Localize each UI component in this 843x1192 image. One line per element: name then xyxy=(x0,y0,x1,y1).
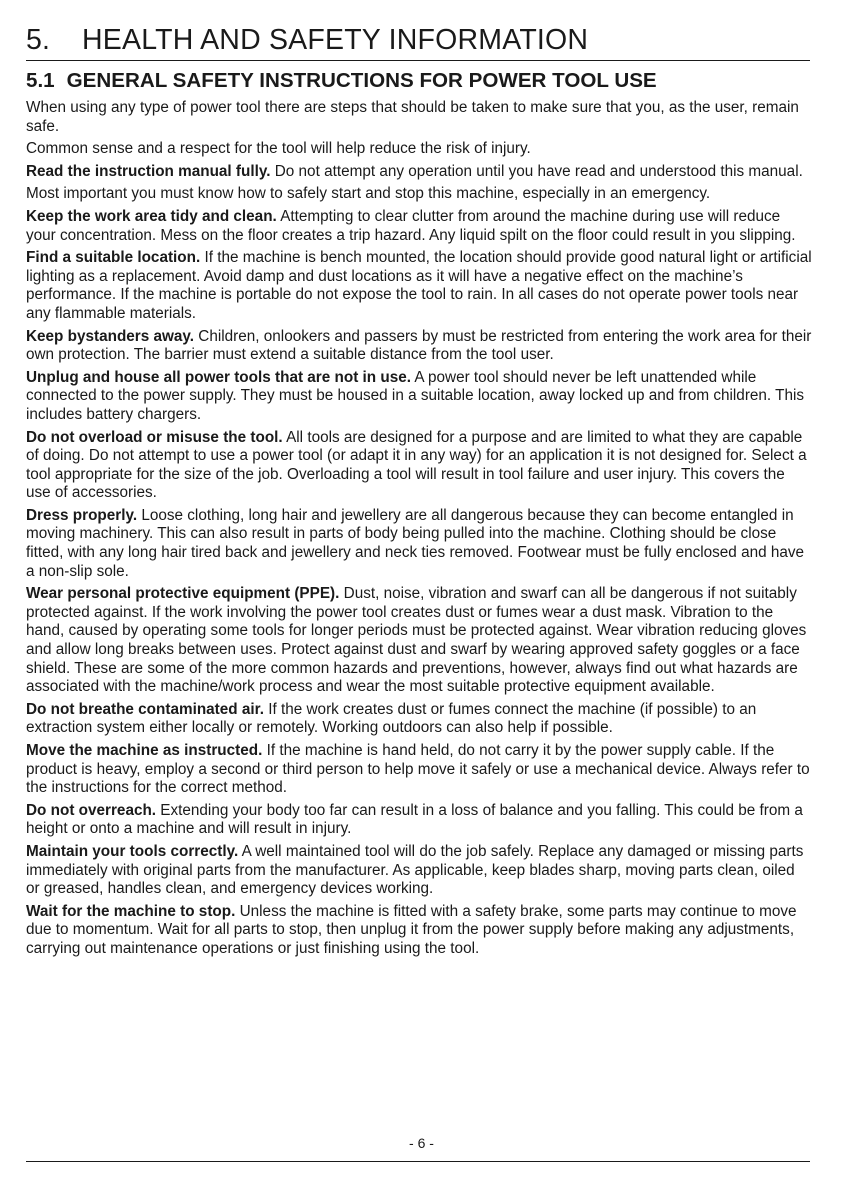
paragraph-dress xyxy=(26,507,812,581)
paragraph-text: Do not attempt any operation until you have read and understood this manual. xyxy=(270,162,803,180)
section-title: GENERAL SAFETY INSTRUCTIONS FOR POWER TOOL USE xyxy=(66,69,657,92)
paragraph-work-area xyxy=(26,208,812,245)
paragraph-overreach xyxy=(26,802,812,839)
chapter-heading xyxy=(26,0,812,58)
paragraph-bystanders xyxy=(26,328,812,365)
page-number: - 6 - xyxy=(409,1135,434,1151)
heading-divider xyxy=(26,60,810,61)
paragraph-text: Loose clothing, long hair and jewellery are all dangerous because they can become entangled in moving machinery. This can also result in parts of body being pulled into the machine. Clothing should be close fitted, with any long hair tired back and jewellery and neck ties removed. Footwear must be fully enclosed and have a non-slip sole. xyxy=(26,506,805,580)
safety-instructions-body xyxy=(26,99,812,959)
paragraph-lead: Wait for the machine to stop. xyxy=(26,902,236,920)
paragraph-air xyxy=(26,701,812,738)
paragraph-lead: Do not breathe contaminated air. xyxy=(26,700,264,718)
paragraph-move xyxy=(26,742,812,798)
paragraph-text: If the work creates dust or fumes connect the machine (if possible) to an extraction system either locally or remotely. Working outdoors can also help if possible. xyxy=(26,700,757,737)
paragraph-text: Attempting to clear clutter from around the machine during use will reduce your concentration. Mess on the floor creates a trip hazard. Any liquid spilt on the floor could result in you slipping. xyxy=(26,207,796,244)
paragraph-lead: Read the instruction manual fully. xyxy=(26,162,271,180)
paragraph-text: A power tool should never be left unattended while connected to the power supply. They must be housed in a suitable location, away locked up and from children. This includes battery chargers. xyxy=(26,368,805,423)
paragraph-lead: Keep the work area tidy and clean. xyxy=(26,207,277,225)
chapter-number: 5. xyxy=(26,24,51,56)
paragraph-unplug xyxy=(26,369,812,425)
paragraph-intro xyxy=(26,99,812,136)
paragraph-lead: Move the machine as instructed. xyxy=(26,742,263,759)
section-heading xyxy=(26,67,812,94)
paragraph-text: A well maintained tool will do the job safely. Replace any damaged or missing parts immediately with original parts from the manufacturer. As applicable, keep blades sharp, moving parts clean, oiled or greased, handles clean, and emergency devices working. xyxy=(26,842,804,898)
paragraph-start-stop xyxy=(26,185,812,204)
section-number: 5.1 xyxy=(26,69,55,92)
paragraph-wait xyxy=(26,903,812,959)
paragraph-lead: Do not overload or misuse the tool. xyxy=(26,428,283,446)
paragraph-lead: Unplug and house all power tools that are not in use. xyxy=(26,368,411,386)
document-page xyxy=(26,0,812,963)
paragraph-text: Children, onlookers and passers by must be restricted from entering the work area for their own protection. The barrier must extend a suitable distance from the tool user. xyxy=(26,327,812,364)
paragraph-overload xyxy=(26,429,812,503)
paragraph-ppe xyxy=(26,585,812,697)
paragraph-location xyxy=(26,249,812,323)
paragraph-lead: Find a suitable location. xyxy=(26,249,201,267)
paragraph-text: Unless the machine is fitted with a safety brake, some parts may continue to move due to momentum. Wait for all parts to stop, then unplug it from the power supply before making any adjustments, carrying out maintenance operations or just finishing using the tool. xyxy=(26,902,797,957)
paragraph-common-sense xyxy=(26,140,812,159)
paragraph-text: Dust, noise, vibration and swarf can all be dangerous if not suitably protected against. If the work involving the power tool creates dust or fumes wear a dust mask. Vibration to the hand, caused by operating some tools for longer periods must be protected against. Wear vibration reducing gloves and allow long breaks between uses. Protect against dust and swarf by wearing approved safety goggles or a face shield. These are some of the more common hazards and preventions, however, always find out what hazards are associated with the machine/work process and wear the most suitable protective equipment available. xyxy=(26,585,807,696)
paragraph-text: Most important you must know how to safely start and stop this machine, especially in an emergency. xyxy=(26,185,711,203)
paragraph-lead: Dress properly. xyxy=(26,506,138,524)
paragraph-text: Common sense and a respect for the tool will help reduce the risk of injury. xyxy=(26,140,531,158)
paragraph-text: When using any type of power tool there are steps that should be taken to make sure that you, as the user, remain safe. xyxy=(26,99,799,135)
paragraph-text: If the machine is hand held, do not carry it by the power supply cable. If the product is heavy, employ a second or third person to help move it safely or use a mechanical device. Always refer to the instructions for the correct method. xyxy=(26,742,810,797)
paragraph-text: If the machine is bench mounted, the location should provide good natural light or artificial lighting as a replacement. Avoid damp and dust locations as it will have a negative effect on the machine’s performance. If the machine is portable do not expose the tool to rain. In all cases do not operate power tools near any flammable materials. xyxy=(26,249,812,322)
paragraph-lead: Keep bystanders away. xyxy=(26,327,195,345)
paragraph-text: All tools are designed for a purpose and are limited to what they are capable of doing. Do not attempt to use a power tool (or adapt it in any way) for an application it is not designed for. Select a tool appropriate for the size of the job. Overloading a tool will result in tool failure and user injury. This covers the use of accessories. xyxy=(26,428,807,502)
paragraph-lead: Do not overreach. xyxy=(26,801,157,819)
paragraph-lead: Wear personal protective equipment (PPE). xyxy=(26,585,340,603)
footer-divider xyxy=(26,1161,810,1162)
paragraph-read-manual xyxy=(26,163,812,182)
paragraph-text: Extending your body too far can result in a loss of balance and you falling. This could be from a height or onto a machine and will result in injury. xyxy=(26,801,803,838)
chapter-title: HEALTH AND SAFETY INFORMATION xyxy=(82,24,589,56)
paragraph-maintain xyxy=(26,843,812,899)
paragraph-lead: Maintain your tools correctly. xyxy=(26,842,239,860)
